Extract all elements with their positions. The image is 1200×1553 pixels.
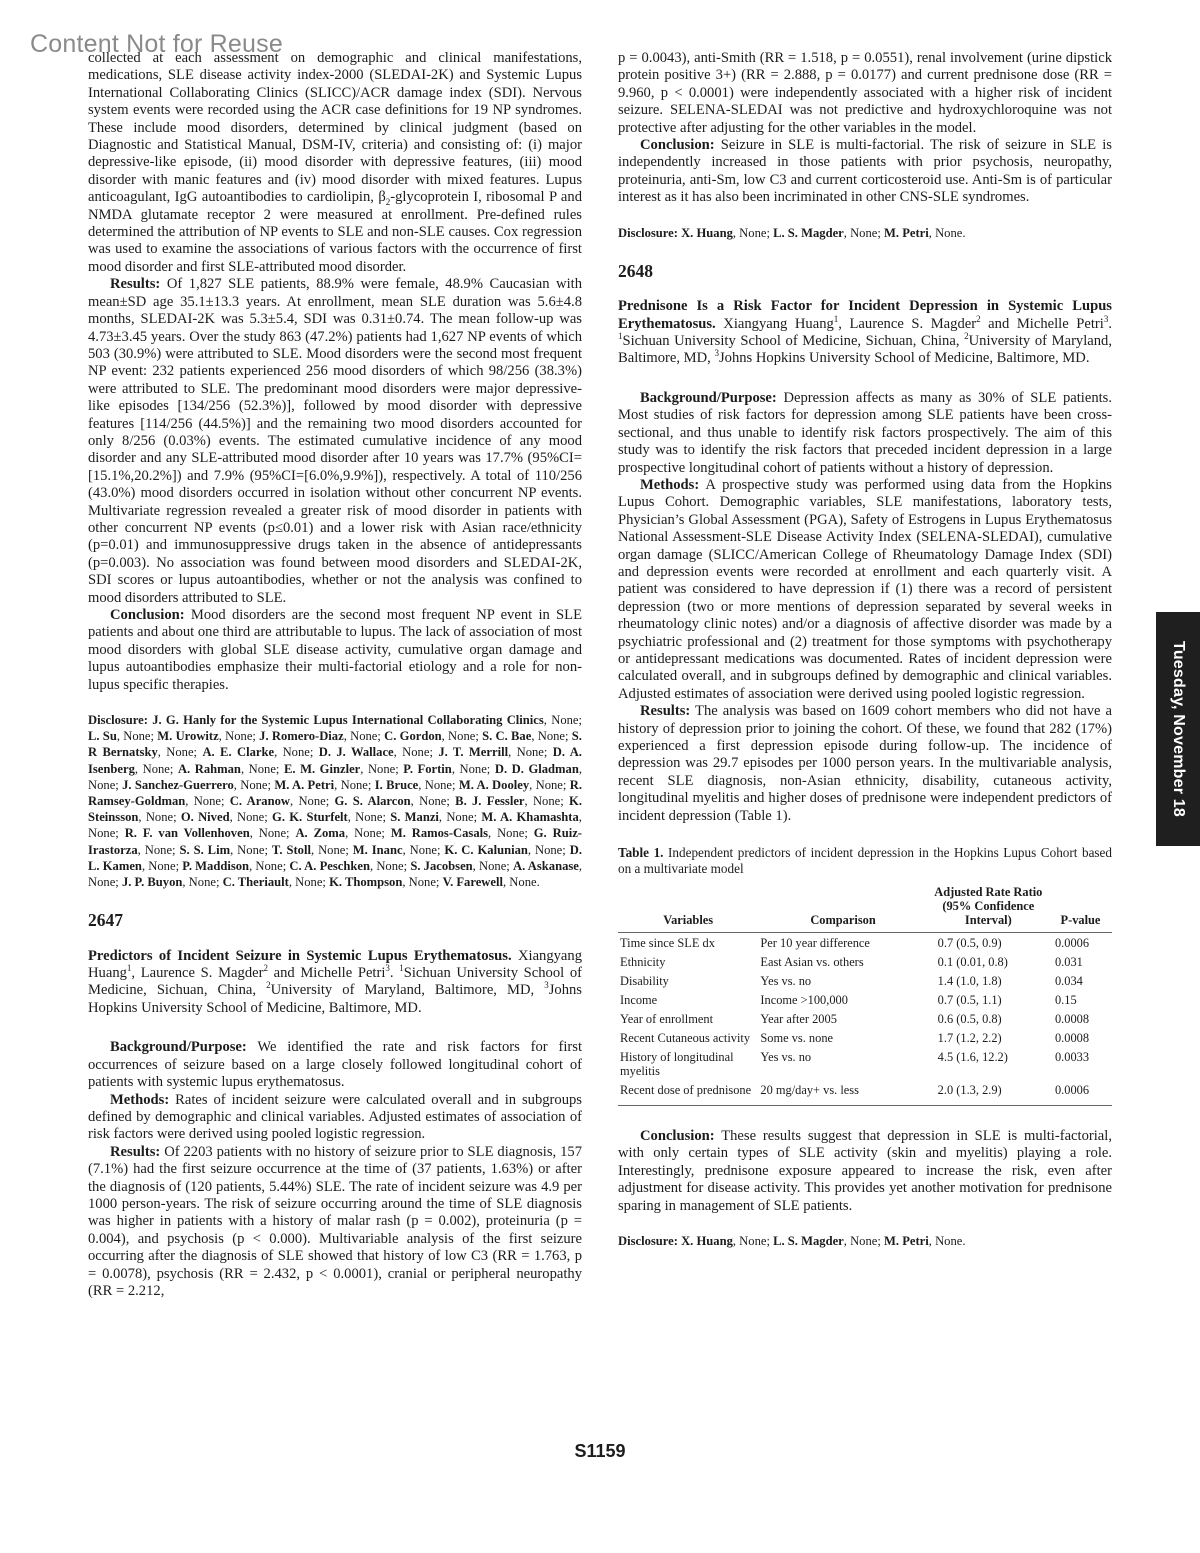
cell-variable: Time since SLE dx: [620, 936, 715, 951]
cell-comparison: Some vs. none: [760, 1031, 834, 1046]
cell-comparison: Yes vs. no: [760, 974, 812, 989]
cell-rate-ratio: 0.7 (0.5, 1.1): [937, 993, 1002, 1008]
disclosure-2648: Disclosure: X. Huang, None; L. S. Magder, None; M. Petri, None.: [618, 1234, 966, 1249]
conclusion-paragraph-2647: Conclusion: Seizure in SLE is multi-factorial. The risk of seizure in SLE is independently increased in those patients with prior psychosis, neuropathy, proteinuria, anti-Sm, low C3 and current corticosteroid use. Anti-Sm is of particular interest as it has also been incriminated in other CNS-SLE syndromes.: [618, 137, 1112, 206]
cell-comparison: 20 mg/day+ vs. less: [758, 1080, 927, 1106]
cell-variable: Income: [620, 993, 658, 1008]
cell-rate-ratio: 1.4 (1.0, 1.8): [937, 974, 1002, 989]
cell-p-value: 0.034: [1054, 974, 1083, 989]
cell-rate-ratio: 1.7 (1.2, 2.2): [937, 1031, 1002, 1046]
table-row: [618, 1047, 1112, 1080]
abstract-title-2647: Predictors of Incident Seizure in Systemic Lupus Erythematosus. Xiangyang Huang$^1$, Laurence S. Magder$^2$ and Michelle Petri$^3$. $^1$Sichuan University School of Medicine, Sichuan, China, $^2$University of Maryland, Baltimore, MD, $^3$Johns Hopkins University School of Medicine, Baltimore, MD.: [88, 947, 583, 1016]
cell-p-value: 0.0008: [1054, 1012, 1090, 1027]
table-header: Variables: [618, 883, 758, 933]
cell-p-value: 0.031: [1054, 955, 1083, 970]
table-row: [618, 933, 1112, 953]
cell-variable: Disability: [620, 974, 669, 989]
cell-rate-ratio: 0.7 (0.5, 0.9): [937, 936, 1002, 951]
table-header: P-value: [1049, 883, 1112, 933]
table-header-row: [618, 883, 1112, 933]
cell-variable: Recent Cutaneous activity: [620, 1031, 751, 1046]
results-paragraph: Results: Of 1,827 SLE patients, 88.9% were female, 48.9% Caucasian with mean±SD age 35.1±13.3 years. At enrollment, mean SLE duration was 5.6±4.8 months, SLEDAI-2K was 5.3±5.4, SDI was 0.31±0.74. The mean follow-up was 4.73±3.45 years. Over the study 863 (47.2%) patients had 1,627 NP events of which 503 (30.9%) were attributed to SLE. Mood disorders were the second most frequent NP event: 232 patients experienced 256 mood disorders of which 98/256 (38.3%) were attributed to SLE. The predominant mood disorders were major depressive-like episodes [134/256 (52.3%)], followed by mood disorder with depressive features [114/256 (44.5%)] and the remaining two mood disorders accounted for only 8/256 (0.03%) events. The estimated cumulative incidence of any mood disorder and any SLE-attributed mood disorder after 10 years was 17.7% (95%CI=[15.1%,20.2%]) and 7.9% (95%CI=[6.0%,9.9%]), respectively. A total of 110/256 (43.0%) mood disorders occurred in isolation without other concurrent NP events. Multivariate regression revealed a greater risk of mood disorder in patients with other concurrent NP events (p≤0.01) and a lower risk with Asian race/ethnicity (p=0.01) and immunosuppressive drugs taken in the absence of antidepressants (p=0.003). No association was found between mood disorders and SLEDAI-2K, SDI scores or lupus autoantibodies, whether or not the analysis was confined to mood disorders attributed to SLE.: [88, 276, 582, 606]
cell-rate-ratio: 0.6 (0.5, 0.8): [937, 1012, 1002, 1027]
cell-comparison: Year after 2005: [760, 1012, 837, 1027]
left-column: [88, 50, 582, 1300]
cell-variable: Recent dose of prednisone: [618, 1080, 758, 1106]
disclosure-2646: Disclosure: J. G. Hanly for the Systemic Lupus International Collaborating Clinics, None; L. Su, None; M. Urowitz, None; J. Romero-Diaz, None; C. Gordon, None; S. C. Bae, None; S. R Bernatsky, None; A. E. Clarke, None; D. J. Wallace, None; J. T. Merrill, None; D. A. Isenberg, None; A. Rahman, None; E. M. Ginzler, None; P. Fortin, None; D. D. Gladman, None; J. Sanchez-Guerrero, None; M. A. Petri, None; I. Bruce, None; M. A. Dooley, None; R. Ramsey-Goldman, None; C. Aranow, None; G. S. Alarcon, None; B. J. Fessler, None; K. Steinsson, None; O. Nived, None; G. K. Sturfelt, None; S. Manzi, None; M. A. Khamashta, None; R. F. van Vollenhoven, None; A. Zoma, None; M. Ramos-Casals, None; G. Ruiz-Irastorza, None; S. S. Lim, None; T. Stoll, None; M. Inanc, None; K. C. Kalunian, None; D. L. Kamen, None; P. Maddison, None; C. A. Peschken, None; S. Jacobsen, None; A. Askanase, None; J. P. Buyon, None; C. Theriault, None; K. Thompson, None; V. Farewell, None.: [88, 713, 583, 890]
cell-comparison: Per 10 year difference: [760, 936, 870, 951]
cell-p-value: 0.0006: [1054, 936, 1090, 951]
cell-rate-ratio: 2.0 (1.3, 2.9): [928, 1080, 1049, 1106]
cell-p-value: 0.15: [1054, 993, 1077, 1008]
table-row: [618, 971, 1112, 990]
section-tab: [1156, 612, 1200, 846]
abstract-title-2648: Prednisone Is a Risk Factor for Incident Depression in Systemic Lupus Erythematosus. Xiangyang Huang$^1$, Laurence S. Magder$^2$ and Michelle Petri$^3$. $^1$Sichuan University School of Medicine, Sichuan, China, $^2$University of Maryland, Baltimore, MD, $^3$Johns Hopkins University School of Medicine, Baltimore, MD.: [618, 298, 1113, 367]
table-row: [618, 1080, 1112, 1106]
cell-p-value: 0.0008: [1054, 1031, 1090, 1046]
cell-comparison: Yes vs. no: [760, 1050, 812, 1065]
table-header: Comparison: [758, 883, 927, 933]
table-row: [618, 1028, 1112, 1047]
table-header: Adjusted Rate Ratio (95% Confidence Interval): [928, 883, 1049, 933]
table-caption: Table 1. Independent predictors of incident depression in the Hopkins Lupus Cohort based on a multivariate model: [618, 845, 1113, 877]
section-tab-label: Tuesday, November 18: [1170, 641, 1188, 817]
cell-variable: Year of enrollment: [620, 1012, 714, 1027]
results-paragraph-2648: Results: The analysis was based on 1609 cohort members who did not have a history of depression prior to joining the cohort. Of these, we found that 282 (17%) experienced a first depression episode during follow-up. The incidence of depression was 29.7 episodes per 1000 person years. In the multivariable analysis, recent SLE diagnosis, non-Asian ethnicity, disability, cutaneous activity, longitudinal myelitis and higher doses of prednisone were independent predictors of incident depression (Table 1).: [618, 703, 1112, 824]
methods-continuation: collected at each assessment on demographic and clinical manifestations, medications, SLE disease activity index-2000 (SLEDAI-2K) and Systemic Lupus International Collaborating Clinics (SLICC)/ACR damage index (SDI). Nervous system events were recorded using the ACR case definitions for 19 NP syndromes. These include mood disorders, determined by clinical judgment (based on Diagnostic and Statistical Manual, DSM-IV, criteria) and consisting of: (i) major depressive-like episode, (ii) mood disorder with depressive features, (iii) mood disorder with manic features and (iv) mood disorder with mixed features. Lupus anticoagulant, IgG autoantibodies to cardiolipin, $\beta_2$-glycoprotein I, ribosomal P and NMDA glutamate receptor 2 were measured at enrollment. Pre-defined rules determined the attribution of NP events to SLE and non-SLE causes. Cox regression was used to examine the associations of various factors with the occurrence of first mood disorder and first SLE-attributed mood disorder.: [88, 50, 582, 275]
cell-rate-ratio: 4.5 (1.6, 12.2): [937, 1050, 1008, 1065]
methods-paragraph-2648: Methods: A prospective study was performed using data from the Hopkins Lupus Cohort. Demographic variables, SLE manifestations, laboratory tests, Physician’s Global Assessment (PGA), Safety of Estrogens in Lupus Erythematosus National Assessment-SLE Disease Activity Index (SELENA-SLEDAI), cumulative organ damage (SLICC/American College of Rheumatology Damage Index (SDI) and depression events were recorded at enrollment and each quarterly visit. A patient was considered to have depression if (1) there was a record of persistent depression (two or more mentions of depression separated by several weeks in rheumatology clinic notes) and/or a diagnosis of affective disorder was made by a psychiatric professional and (2) treatment for those symptoms with psychotherapy or antidepressant medications was documented. Rates of incident depression were calculated overall, and in subgroups defined by demographic and clinical variables. Adjusted estimates of association were derived using pooled logistic regression.: [618, 476, 1112, 702]
abstract-number-2648: 2648: [618, 260, 653, 281]
table-row: [618, 1009, 1112, 1028]
right-column: [618, 50, 1112, 1249]
disclosure-2647: Disclosure: X. Huang, None; L. S. Magder, None; M. Petri, None.: [618, 225, 966, 240]
cell-variable: History of longitudinal myelitis: [620, 1050, 734, 1079]
background-paragraph-2648: Background/Purpose: Depression affects as many as 30% of SLE patients. Most studies of risk factors for depression among SLE patients have been cross-sectional, and thus unable to identify risk factors prospectively. The aim of this study was to identify the risk factors that preceded incident depression in a large prospective longitudinal cohort of patients without a history of depression.: [618, 389, 1112, 476]
results-paragraph-2647: Results: Of 2203 patients with no history of seizure prior to SLE diagnosis, 157 (7.1%) had the first seizure occurrence at the time of (37 patients, 1.63%) or after the diagnosis of (120 patients, 5.44%) SLE. The rate of incident seizure was 4.9 per 1000 person-years. The risk of seizure occurring around the time of SLE diagnosis was higher in patients with a history of malar rash (p = 0.002), proteinuria (p = 0.004), and psychosis (p < 0.000). Multivariable analysis of the first seizure occurring after the diagnosis of SLE showed that history of low C3 (RR = 1.763, p = 0.0078), psychosis (RR = 2.432, p < 0.0001), cranial or peripheral neuropathy (RR = 2.212,: [88, 1143, 582, 1299]
results-continuation-2647: p = 0.0043), anti-Smith (RR = 1.518, p = 0.0551), renal involvement (urine dipstick protein positive 3+) (RR = 2.888, p = 0.0177) and current prednisone dose (RR = 9.960, p < 0.0001) were independently associated with a higher risk of incident seizure. SELENA-SLEDAI was not predictive and hydroxychloroquine was not protective after adjusting for the other variables in the model.: [618, 50, 1112, 136]
conclusion-paragraph-2648: Conclusion: These results suggest that depression in SLE is multi-factorial, with only certain types of SLE activity (skin and myelitis) playing a role. Interestingly, prednisone exposure appeared to increase the risk, even after adjustment for disease activity. This provides yet another motivation for prednisone sparing in management of SLE patients.: [618, 1128, 1112, 1214]
background-paragraph-2647: Background/Purpose: We identified the rate and risk factors for first occurrences of seizure based on a large closely followed longitudinal cohort of patients with systemic lupus erythematosus.: [88, 1039, 582, 1091]
cell-rate-ratio: 0.1 (0.01, 0.8): [937, 955, 1008, 970]
table-row: [618, 952, 1112, 971]
cell-p-value: 0.0033: [1054, 1050, 1090, 1065]
predictors-table: [618, 883, 1112, 1106]
cell-p-value: 0.0006: [1049, 1080, 1112, 1106]
table-body: [618, 933, 1112, 1106]
cell-comparison: East Asian vs. others: [760, 955, 864, 970]
methods-paragraph-2647: Methods: Rates of incident seizure were calculated overall and in subgroups defined by demographic and clinical variables. Adjusted estimates of association of risk factors were derived using pooled logistic regression.: [88, 1091, 582, 1143]
conclusion-paragraph: Conclusion: Mood disorders are the second most frequent NP event in SLE patients and about one third are attributable to lupus. The lack of association of most mood disorders with global SLE disease activity, cumulative organ damage and lupus autoantibodies emphasize their multi-factorial etiology and a role for non-lupus specific therapies.: [88, 607, 582, 693]
cell-comparison: Income >100,000: [760, 993, 848, 1008]
page-number: S1159: [574, 1441, 626, 1461]
beta-symbol: β: [378, 189, 386, 206]
cell-variable: Ethnicity: [620, 955, 666, 970]
watermark: Content Not for Reuse: [30, 30, 283, 58]
abstract-number-2647: 2647: [88, 910, 123, 931]
table-row: [618, 990, 1112, 1009]
